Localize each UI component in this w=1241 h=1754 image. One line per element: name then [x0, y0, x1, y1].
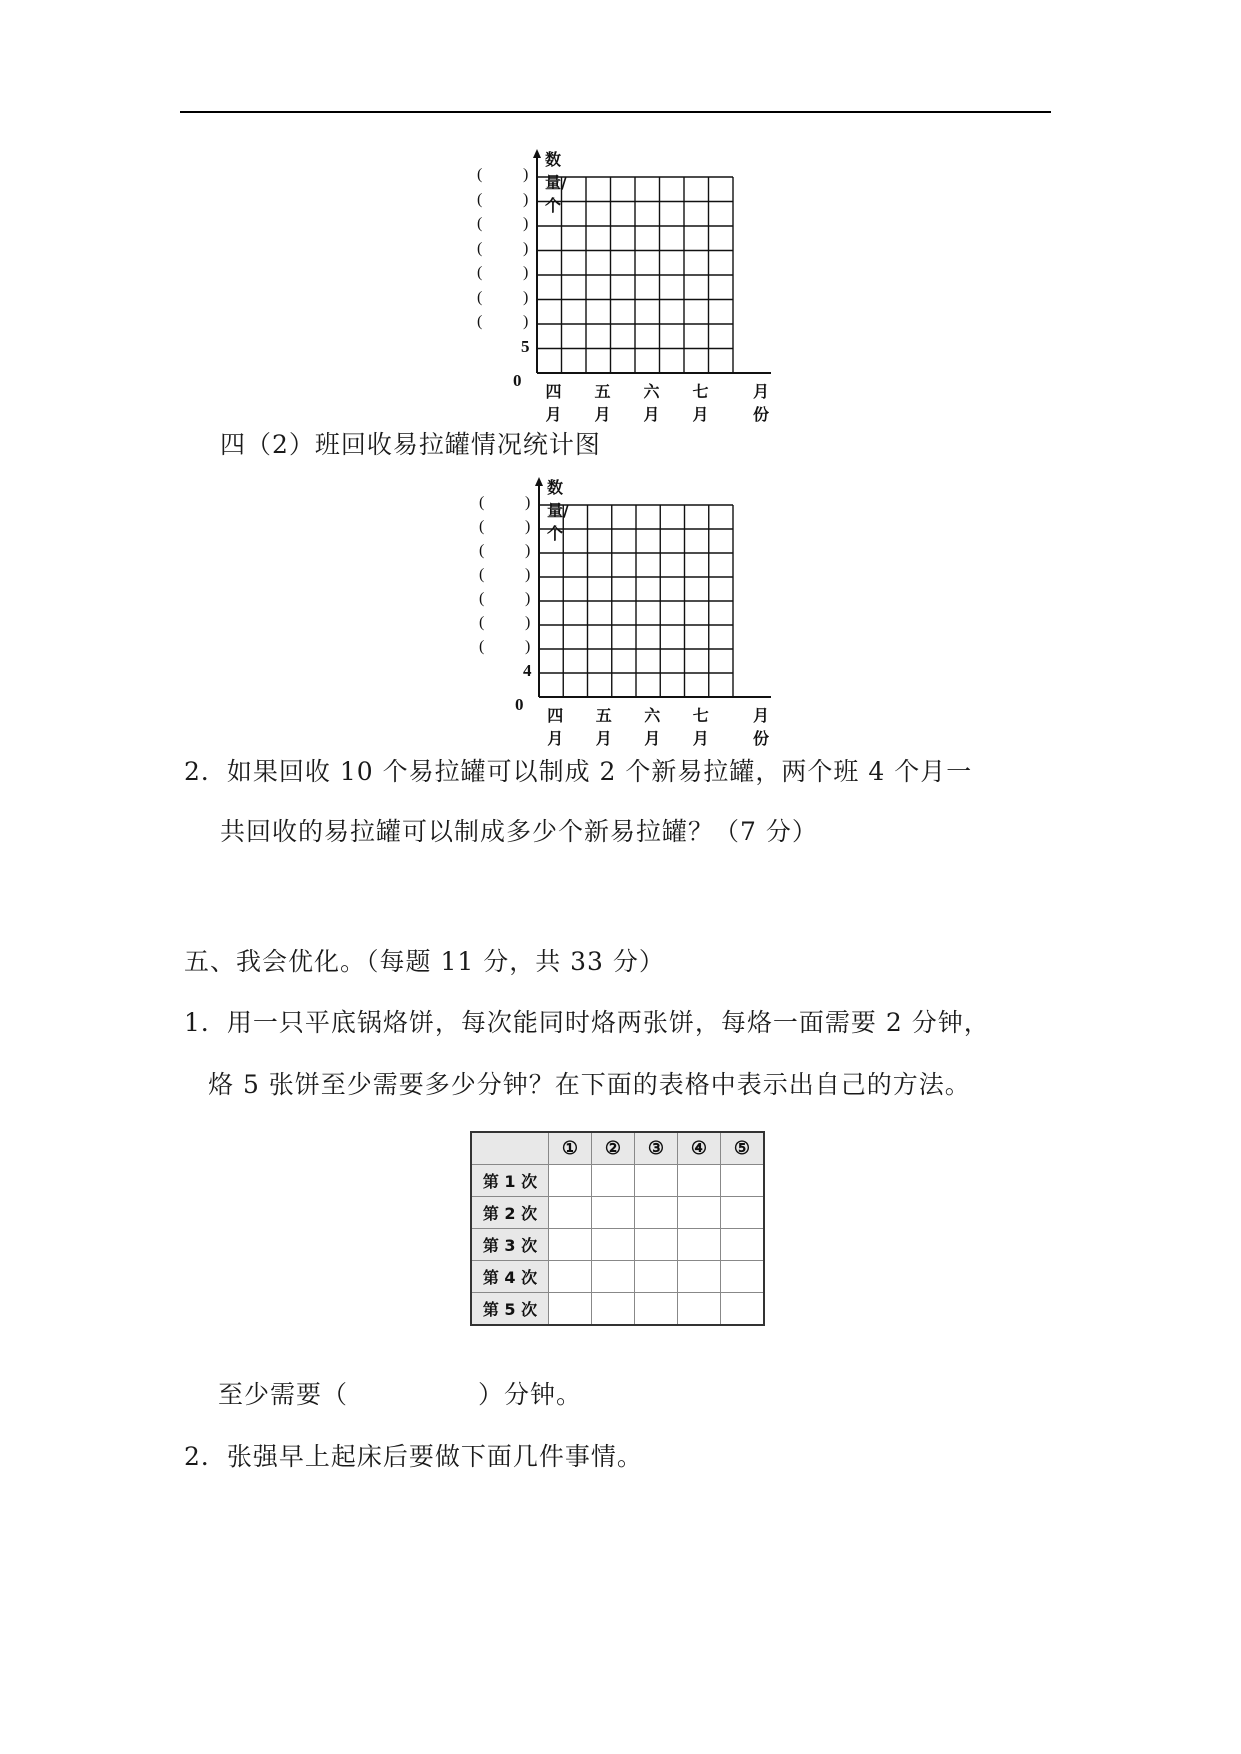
y-tick-label: ): [523, 166, 529, 183]
question-5-1-line-1: 1．用一只平底锅烙饼，每次能同时烙两张饼，每烙一面需要 2 分钟，: [184, 1008, 990, 1037]
y-tick-label: (: [479, 542, 485, 559]
answer-cell[interactable]: [549, 1293, 592, 1326]
y-tick-label: (: [479, 590, 485, 607]
y-tick-label: ): [525, 518, 531, 535]
y-axis-title: 数量/个: [547, 478, 569, 543]
answer-cell[interactable]: [549, 1229, 592, 1261]
y-axis-title: 数量/个: [545, 150, 567, 215]
row-header: 第 3 次: [471, 1229, 549, 1261]
y-tick-label: (: [477, 166, 483, 183]
y-tick-label: (: [479, 566, 485, 583]
y-tick-label: (: [479, 638, 485, 655]
y-tick-label: ): [523, 215, 529, 232]
chart-2-title: 四（2）班回收易拉罐情况统计图: [220, 430, 601, 459]
y-tick-label: (: [479, 494, 485, 511]
answer-cell[interactable]: [721, 1165, 765, 1197]
answer-cell[interactable]: [721, 1261, 765, 1293]
y-tick-label: ): [525, 566, 531, 583]
column-header: ④: [678, 1132, 721, 1165]
table-row: [471, 1197, 764, 1229]
answer-cell[interactable]: [721, 1197, 765, 1229]
x-tick-label: 四月: [547, 706, 564, 748]
x-tick-label: 四月: [545, 382, 562, 424]
answer-cell[interactable]: [592, 1293, 635, 1326]
y-tick-label: (: [477, 239, 483, 257]
column-header: ②: [592, 1132, 635, 1165]
y-tick-label: ): [523, 239, 529, 257]
y-tick-label: (: [477, 264, 483, 281]
table-row: [471, 1293, 764, 1326]
y-tick-label: 5: [521, 336, 530, 356]
y-tick-label: ): [525, 614, 531, 631]
answer-cell[interactable]: [635, 1261, 678, 1293]
x-tick-label: 七月: [692, 706, 709, 748]
answer-cell[interactable]: [678, 1165, 721, 1197]
y-tick-label: (: [479, 614, 485, 631]
y-tick-label: ): [523, 264, 529, 281]
answer-cell[interactable]: [635, 1229, 678, 1261]
y-tick-label: ): [525, 638, 531, 655]
answer-cell[interactable]: [721, 1293, 765, 1326]
question-5-1-line-2: 烙 5 张饼至少需要多少分钟？在下面的表格中表示出自己的方法。: [208, 1070, 971, 1099]
table-header-row: [471, 1132, 764, 1165]
x-tick-label: 五月: [594, 382, 611, 424]
table-row: [471, 1261, 764, 1293]
answer-cell[interactable]: [635, 1165, 678, 1197]
y-tick-label: ): [523, 313, 529, 330]
row-header: 第 5 次: [471, 1293, 549, 1326]
answer-cell[interactable]: [549, 1197, 592, 1229]
answer-cell[interactable]: [635, 1293, 678, 1326]
answer-cell[interactable]: [549, 1261, 592, 1293]
y-tick-label: (: [479, 518, 485, 535]
pancake-plan-table: [470, 1131, 765, 1326]
answer-cell[interactable]: [592, 1197, 635, 1229]
x-tick-label: 七月: [692, 382, 709, 424]
answer-cell[interactable]: [678, 1197, 721, 1229]
table-row: [471, 1229, 764, 1261]
answer-cell[interactable]: [635, 1197, 678, 1229]
column-header: ③: [635, 1132, 678, 1165]
question-2-line-2: 共回收的易拉罐可以制成多少个新易拉罐？（7 分）: [220, 817, 818, 846]
question-2-line-1: 2．如果回收 10 个易拉罐可以制成 2 个新易拉罐，两个班 4 个月一: [184, 757, 973, 786]
answer-cell[interactable]: [678, 1293, 721, 1326]
answer-cell[interactable]: [549, 1165, 592, 1197]
answer-line: 至少需要（ ）分钟。: [218, 1380, 583, 1409]
y-tick-label: (: [477, 288, 483, 306]
y-tick-label: ): [525, 542, 531, 559]
x-axis-title: 月份: [753, 382, 770, 424]
row-header: 第 4 次: [471, 1261, 549, 1293]
y-tick-label: (: [477, 190, 483, 208]
column-header: ①: [549, 1132, 592, 1165]
x-tick-label: 五月: [595, 706, 612, 748]
table-row: [471, 1165, 764, 1197]
y-tick-label: 0: [515, 695, 524, 714]
y-tick-label: (: [477, 215, 483, 232]
table-corner-cell: [471, 1132, 549, 1165]
y-tick-label: ): [523, 288, 529, 306]
section-5-heading: 五、我会优化。（每题 11 分，共 33 分）: [184, 947, 665, 976]
x-tick-label: 六月: [644, 706, 661, 748]
answer-cell[interactable]: [678, 1261, 721, 1293]
answer-cell[interactable]: [592, 1165, 635, 1197]
x-tick-label: 六月: [643, 382, 660, 424]
answer-cell[interactable]: [721, 1229, 765, 1261]
y-tick-label: ): [523, 190, 529, 208]
y-tick-label: 0: [513, 371, 522, 390]
y-tick-label: ): [525, 494, 531, 511]
x-axis-title: 月份: [753, 706, 770, 748]
y-axis-arrow-icon: [535, 477, 543, 486]
answer-cell[interactable]: [678, 1229, 721, 1261]
column-header: ⑤: [721, 1132, 765, 1165]
row-header: 第 1 次: [471, 1165, 549, 1197]
answer-cell[interactable]: [592, 1229, 635, 1261]
question-5-2-line-1: 2．张强早上起床后要做下面几件事情。: [184, 1442, 643, 1471]
y-tick-label: 4: [523, 661, 532, 680]
row-header: 第 2 次: [471, 1197, 549, 1229]
y-tick-label: ): [525, 590, 531, 607]
y-tick-label: (: [477, 313, 483, 330]
answer-cell[interactable]: [592, 1261, 635, 1293]
